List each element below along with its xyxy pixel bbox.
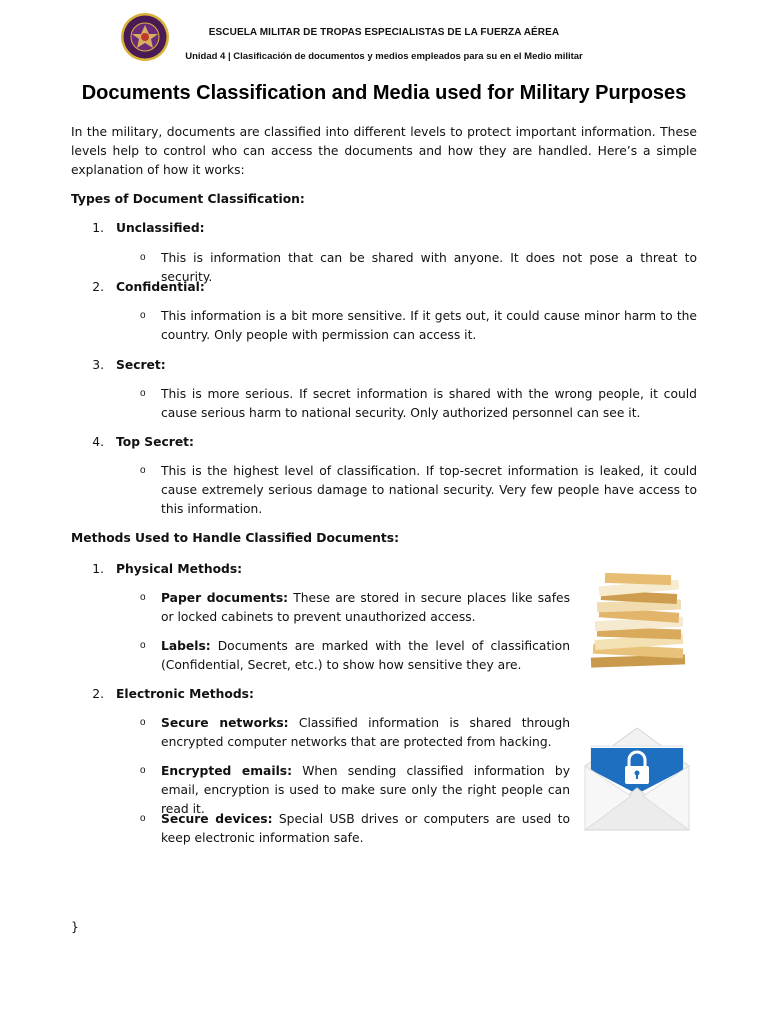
method-item-labels bbox=[161, 637, 570, 675]
type-label-unclassified: Unclassified: bbox=[116, 221, 205, 235]
method-label-electronic: Electronic Methods: bbox=[116, 687, 254, 701]
trailing-brace: } bbox=[71, 920, 79, 934]
list-number: 1. bbox=[92, 562, 104, 576]
list-number: 1. bbox=[92, 221, 104, 235]
method-item-text: Classified information is shared through encrypted computer networks that are protected from hacking. bbox=[161, 716, 571, 749]
type-label-top-secret: Top Secret: bbox=[116, 435, 194, 449]
types-heading: Types of Document Classification: bbox=[71, 192, 305, 206]
paper-stack-image bbox=[583, 568, 691, 676]
document-title: Documents Classification and Media used for Military Purposes bbox=[81, 82, 687, 104]
bullet-marker: o bbox=[140, 252, 146, 263]
method-item-term: Labels: bbox=[161, 639, 211, 653]
list-number: 2. bbox=[92, 280, 104, 294]
list-number: 2. bbox=[92, 687, 104, 701]
type-label-confidential: Confidential: bbox=[116, 280, 205, 294]
type-desc-top-secret: This is the highest level of classification. If top-secret information is leaked, it could cause extremely serious damage to national security. Very few people have access to this information. bbox=[161, 464, 697, 516]
bullet-marker: o bbox=[140, 592, 146, 603]
bullet-marker: o bbox=[140, 717, 146, 728]
method-item-secure-networks bbox=[161, 714, 570, 752]
bullet-marker: o bbox=[140, 640, 146, 651]
method-item-text: When sending classified information by email, encryption is used to make sure only the right people can read it. bbox=[161, 764, 570, 816]
type-desc-confidential: This information is a bit more sensitive. If it gets out, it could cause minor harm to the country. Only people with permission can access it. bbox=[161, 309, 697, 342]
bullet-marker: o bbox=[140, 388, 146, 399]
bullet-marker: o bbox=[140, 310, 146, 321]
methods-heading: Methods Used to Handle Classified Documents: bbox=[71, 531, 400, 545]
method-item-text: Special USB drives or computers are used to keep electronic information safe. bbox=[161, 812, 570, 845]
bullet-marker: o bbox=[140, 465, 146, 476]
intro-paragraph: In the military, documents are classified into different levels to protect important information. These levels help to control who can access the documents and how they are handled. Here’s a simple explanation of how it works: bbox=[71, 125, 697, 177]
method-item-term: Encrypted emails: bbox=[161, 764, 293, 778]
unit-subtitle-header: Unidad 4 | Clasificación de documentos y medios empleados para su en el Medio militar bbox=[185, 51, 583, 62]
list-number: 4. bbox=[92, 435, 104, 449]
method-item-term: Secure devices: bbox=[161, 812, 273, 826]
method-item-term: Paper documents: bbox=[161, 591, 289, 605]
method-item-text: These are stored in secure places like safes or locked cabinets to prevent unauthorized access. bbox=[161, 591, 570, 624]
school-name-header: ESCUELA MILITAR DE TROPAS ESPECIALISTAS DE LA FUERZA AÉREA bbox=[208, 27, 560, 38]
list-number: 3. bbox=[92, 358, 104, 372]
type-label-secret: Secret: bbox=[116, 358, 166, 372]
bullet-marker: o bbox=[140, 765, 146, 776]
type-desc-unclassified: This is information that can be shared with anyone. It does not pose a threat to security. bbox=[161, 251, 697, 284]
method-item-text: Documents are marked with the level of classification (Confidential, Secret, etc.) to show how sensitive they are. bbox=[161, 639, 570, 672]
method-label-physical: Physical Methods: bbox=[116, 562, 243, 576]
method-item-paper-documents bbox=[161, 589, 570, 627]
encrypted-envelope-lock-icon bbox=[583, 722, 691, 834]
type-desc-secret: This is more serious. If secret information is shared with the wrong people, it could cause serious harm to national security. Only authorized personnel can see it. bbox=[161, 387, 697, 420]
method-item-secure-devices bbox=[161, 810, 570, 848]
method-item-term: Secure networks: bbox=[161, 716, 289, 730]
bullet-marker: o bbox=[140, 813, 146, 824]
